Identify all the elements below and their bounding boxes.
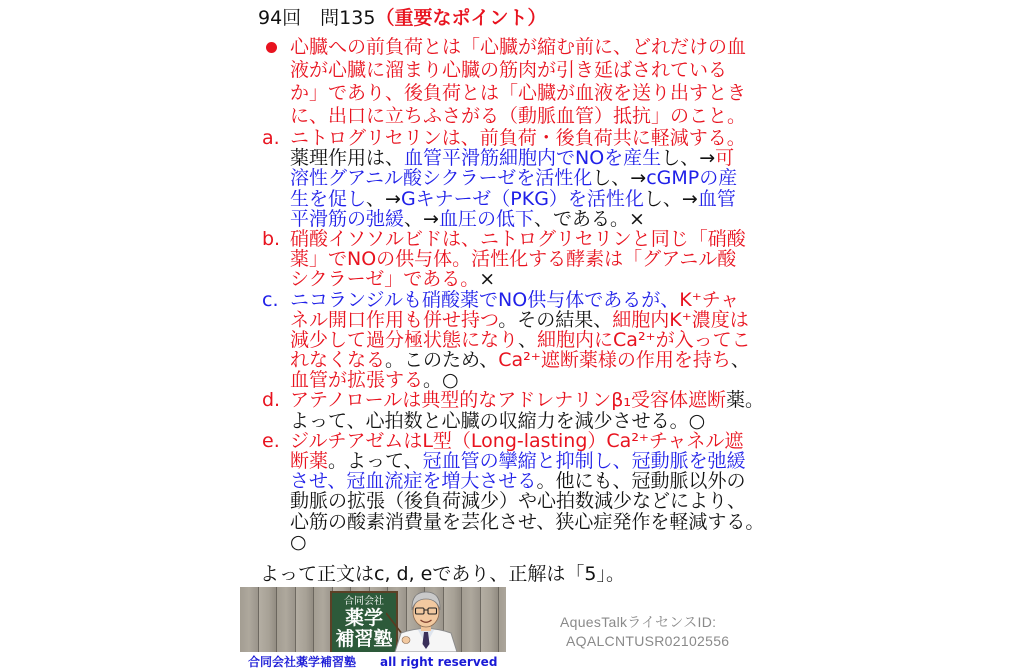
license-id: AQALCNTUSR02102556 [566, 633, 730, 649]
text-segment: 冠血管の攣縮と抑制し、冠動脈を弛緩 [422, 450, 746, 472]
text-segment: か」であり、後負荷とは「心臓が血液を送り出すとき [290, 82, 747, 104]
text-segment: アテノロールは典型的なアドレナリンβ₁受容体遮断 [290, 389, 727, 412]
text-segment: 。○ [423, 369, 459, 392]
text-segment: ニトログリセリンは、前負荷・後負荷共に軽減する。 [290, 127, 746, 149]
license-label: AquesTalkライセンスID: [560, 614, 717, 630]
definition-bullet [258, 36, 746, 128]
option-marker: e. [262, 429, 280, 452]
text-line [290, 209, 764, 229]
option-marker: a. [262, 127, 280, 149]
text-segment: K⁺チャ [679, 288, 740, 311]
text-segment: し、→ [643, 187, 698, 210]
copyright-company: 合同会社薬学補習塾 [248, 655, 357, 669]
text-segment: 平滑筋の弛緩 [290, 207, 405, 230]
text-segment: 液が心臓に溜まり心臓の筋肉が引き延ばされている [290, 59, 728, 81]
title-note: （重要なポイント） [375, 7, 547, 29]
text-segment: 血管が拡張する [290, 369, 424, 392]
text-line [290, 105, 746, 128]
text-segment: 、である。× [533, 207, 645, 230]
option-marker: b. [262, 227, 281, 250]
text-line [290, 330, 764, 350]
text-line [290, 350, 764, 370]
text-line [290, 269, 764, 289]
text-segment: cGMPの産 [646, 167, 738, 190]
text-line [290, 491, 764, 511]
text-segment: 血管平滑筋細胞内でNOを産生 [404, 147, 662, 170]
logo-line2: 補習塾 [335, 628, 393, 650]
text-line [290, 390, 764, 410]
text-line [290, 59, 746, 82]
text-segment: させ、冠血流症を増大させる [290, 470, 537, 493]
text-segment: し、→ [592, 167, 647, 190]
text-segment: し、→ [661, 147, 716, 170]
option-text [258, 431, 764, 552]
text-line [290, 411, 764, 431]
text-line [290, 189, 764, 209]
text-segment: 生を促し [290, 187, 367, 210]
option-marker: c. [262, 288, 279, 311]
text-line [290, 431, 764, 451]
option-a [258, 128, 764, 229]
text-line [290, 512, 764, 532]
text-line [290, 128, 764, 148]
text-segment: 硝酸イソソルビドは、ニトログリセリンと同じ「硝酸 [290, 227, 746, 250]
copyright-footer [248, 655, 497, 669]
text-line [290, 370, 764, 390]
text-segment: 。その結果、 [498, 308, 613, 331]
text-segment: 心筋の酸素消費量を芸化させ、狭心症発作を軽減する。 [290, 510, 765, 533]
text-segment: 。このため、 [385, 349, 499, 372]
text-line [290, 532, 764, 552]
text-segment: 溶性グアニル酸シクラーゼを活性化 [290, 167, 593, 190]
text-line [290, 36, 746, 59]
text-line [290, 229, 764, 249]
bullet-text [258, 36, 746, 128]
text-segment: 心臓への前負荷とは「心臓が縮む前に、どれだけの血 [290, 36, 747, 58]
text-segment: Ca²⁺遮断薬様の作用を持ち [498, 349, 731, 372]
text-segment: 減少して過分極状態になり [290, 328, 519, 351]
option-marker: d. [262, 389, 281, 412]
text-segment: れなくなる [290, 349, 386, 372]
teacher-illustration-icon [386, 587, 466, 652]
option-d [258, 390, 764, 430]
text-line [290, 290, 764, 310]
question-number: 94回 問135 [258, 7, 376, 29]
option-text [258, 290, 764, 391]
text-segment: ネル開口作用も併せ持つ [290, 308, 499, 331]
text-segment: × [479, 268, 496, 291]
logo-line1: 薬学 [344, 607, 383, 629]
text-line [290, 148, 764, 168]
text-segment: 薬。 [726, 389, 765, 412]
text-segment: ニコランジルも硝酸薬でNO供与体であるが、 [290, 288, 680, 311]
text-segment: 薬」でNOの供与体。活性化する酵素は「グアニル酸 [290, 248, 737, 271]
option-e [258, 431, 764, 552]
text-line [290, 451, 764, 471]
text-line [290, 168, 764, 188]
text-segment: 、 [730, 349, 750, 372]
text-segment: 血圧の低下 [438, 207, 534, 230]
school-logo-banner [240, 587, 506, 652]
text-segment: 細胞内K⁺濃度は [612, 308, 749, 331]
copyright-rights: all right reserved [380, 655, 498, 669]
text-segment: よって、心拍数と心臓の収縮力を減少させる。○ [290, 409, 706, 432]
text-segment: 。よって、 [328, 450, 423, 472]
text-line [290, 249, 764, 269]
logo-company: 合同会社 [344, 596, 384, 607]
text-segment: 、→ [366, 187, 401, 210]
conclusion-text: よって正文はc, d, eであり、正解は「5」。 [260, 563, 625, 585]
text-segment: 断薬 [290, 450, 329, 472]
option-b [258, 229, 764, 290]
text-segment: Gキナーゼ（PKG）を活性化 [400, 187, 644, 210]
text-segment: 細胞内にCa²⁺が入ってこ [537, 328, 751, 351]
text-line [290, 471, 764, 491]
text-segment: 。他にも、冠動脈以外の [536, 470, 746, 493]
option-text [258, 229, 764, 290]
option-text [258, 128, 764, 229]
text-line [290, 310, 764, 330]
option-text [258, 390, 764, 430]
text-segment: に、出口に立ちふさがる（動脈血管）抵抗」のこと。 [290, 105, 747, 127]
text-segment: 薬理作用は、 [290, 147, 405, 170]
answer-options [258, 128, 764, 552]
text-segment: 、 [518, 328, 538, 351]
page-title [258, 7, 546, 29]
text-segment: 血管 [697, 187, 736, 210]
text-line [290, 82, 746, 105]
text-segment: ○ [290, 530, 307, 553]
text-segment: ジルチアゼムはL型（Long-lasting）Ca²⁺チャネル遮 [290, 429, 744, 452]
option-c [258, 290, 764, 391]
text-segment: シクラーゼ」である。 [290, 268, 480, 291]
text-segment: 、→ [404, 207, 439, 230]
text-segment: 可 [715, 147, 735, 170]
bullet-dot-icon [266, 42, 277, 53]
text-segment: 動脈の拡張（後負荷減少）や心拍数減少などにより、 [290, 490, 747, 513]
